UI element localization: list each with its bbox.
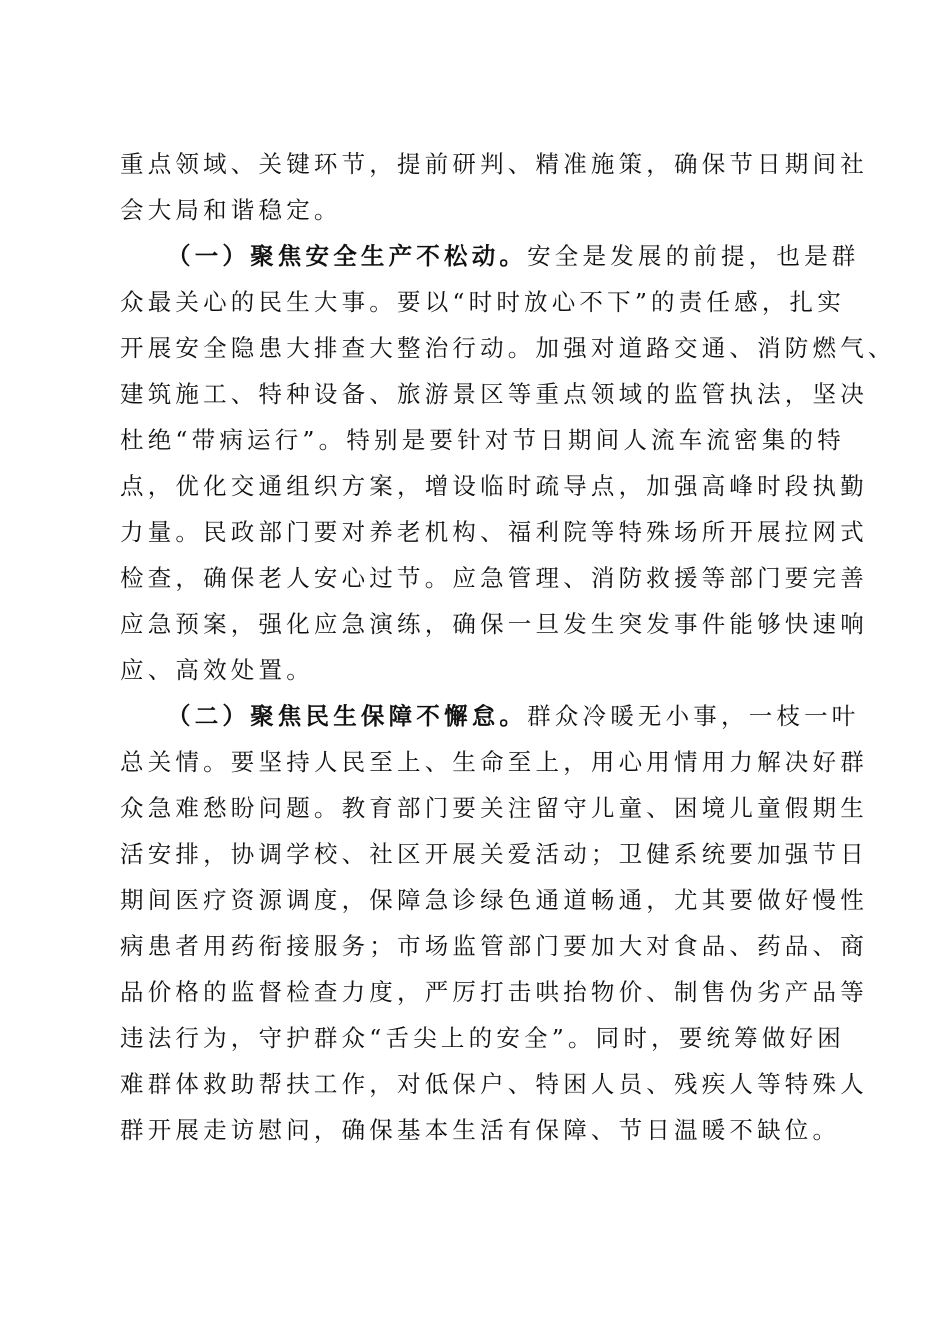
section-1-first-text: 安全是发展的前提，也是群	[527, 242, 860, 270]
paragraph-line: 重点领域、关键环节，提前研判、精准施策，确保节日期间社	[120, 150, 868, 178]
paragraph-line: 难群体救助帮扶工作，对低保户、特困人员、残疾人等特殊人	[120, 1070, 868, 1098]
paragraph-line: 会大局和谐稳定。	[120, 196, 342, 224]
paragraph-line: 开展安全隐患大排查大整治行动。加强对道路交通、消防燃气、	[120, 334, 896, 362]
paragraph-line: 应、高效处置。	[120, 656, 314, 684]
paragraph-line: 众最关心的民生大事。要以“时时放心不下”的责任感，扎实	[120, 288, 845, 316]
paragraph-line: 病患者用药衔接服务；市场监管部门要加大对食品、药品、商	[120, 932, 868, 960]
paragraph-line: 品价格的监督检查力度，严厉打击哄抬物价、制售伪劣产品等	[120, 978, 868, 1006]
paragraph-line: 期间医疗资源调度，保障急诊绿色通道畅通，尤其要做好慢性	[120, 886, 868, 914]
section-2-first-text: 群众冷暖无小事，一枝一叶	[527, 702, 860, 730]
paragraph-line: 检查，确保老人安心过节。应急管理、消防救援等部门要完善	[120, 564, 868, 592]
paragraph-line: 活安排，协调学校、社区开展关爱活动；卫健系统要加强节日	[120, 840, 868, 868]
paragraph-line: 建筑施工、特种设备、旅游景区等重点领域的监管执法，坚决	[120, 380, 868, 408]
paragraph-line: 杜绝“带病运行”。特别是要针对节日期间人流车流密集的特	[120, 426, 845, 454]
section-1-heading: （一）聚焦安全生产不松动。	[167, 242, 528, 270]
section-2-first-line	[167, 702, 860, 730]
paragraph-line: 力量。民政部门要对养老机构、福利院等特殊场所开展拉网式	[120, 518, 868, 546]
paragraph-line: 点，优化交通组织方案，增设临时疏导点，加强高峰时段执勤	[120, 472, 868, 500]
paragraph-line: 群开展走访慰问，确保基本生活有保障、节日温暖不缺位。	[120, 1116, 841, 1144]
section-2-heading: （二）聚焦民生保障不懈怠。	[167, 702, 528, 730]
paragraph-line: 众急难愁盼问题。教育部门要关注留守儿童、困境儿童假期生	[120, 794, 868, 822]
paragraph-line: 违法行为，守护群众“舌尖上的安全”。同时，要统筹做好困	[120, 1024, 845, 1052]
section-1-first-line	[167, 242, 860, 270]
paragraph-line: 应急预案，强化应急演练，确保一旦发生突发事件能够快速响	[120, 610, 868, 638]
paragraph-line: 总关情。要坚持人民至上、生命至上，用心用情用力解决好群	[120, 748, 868, 776]
